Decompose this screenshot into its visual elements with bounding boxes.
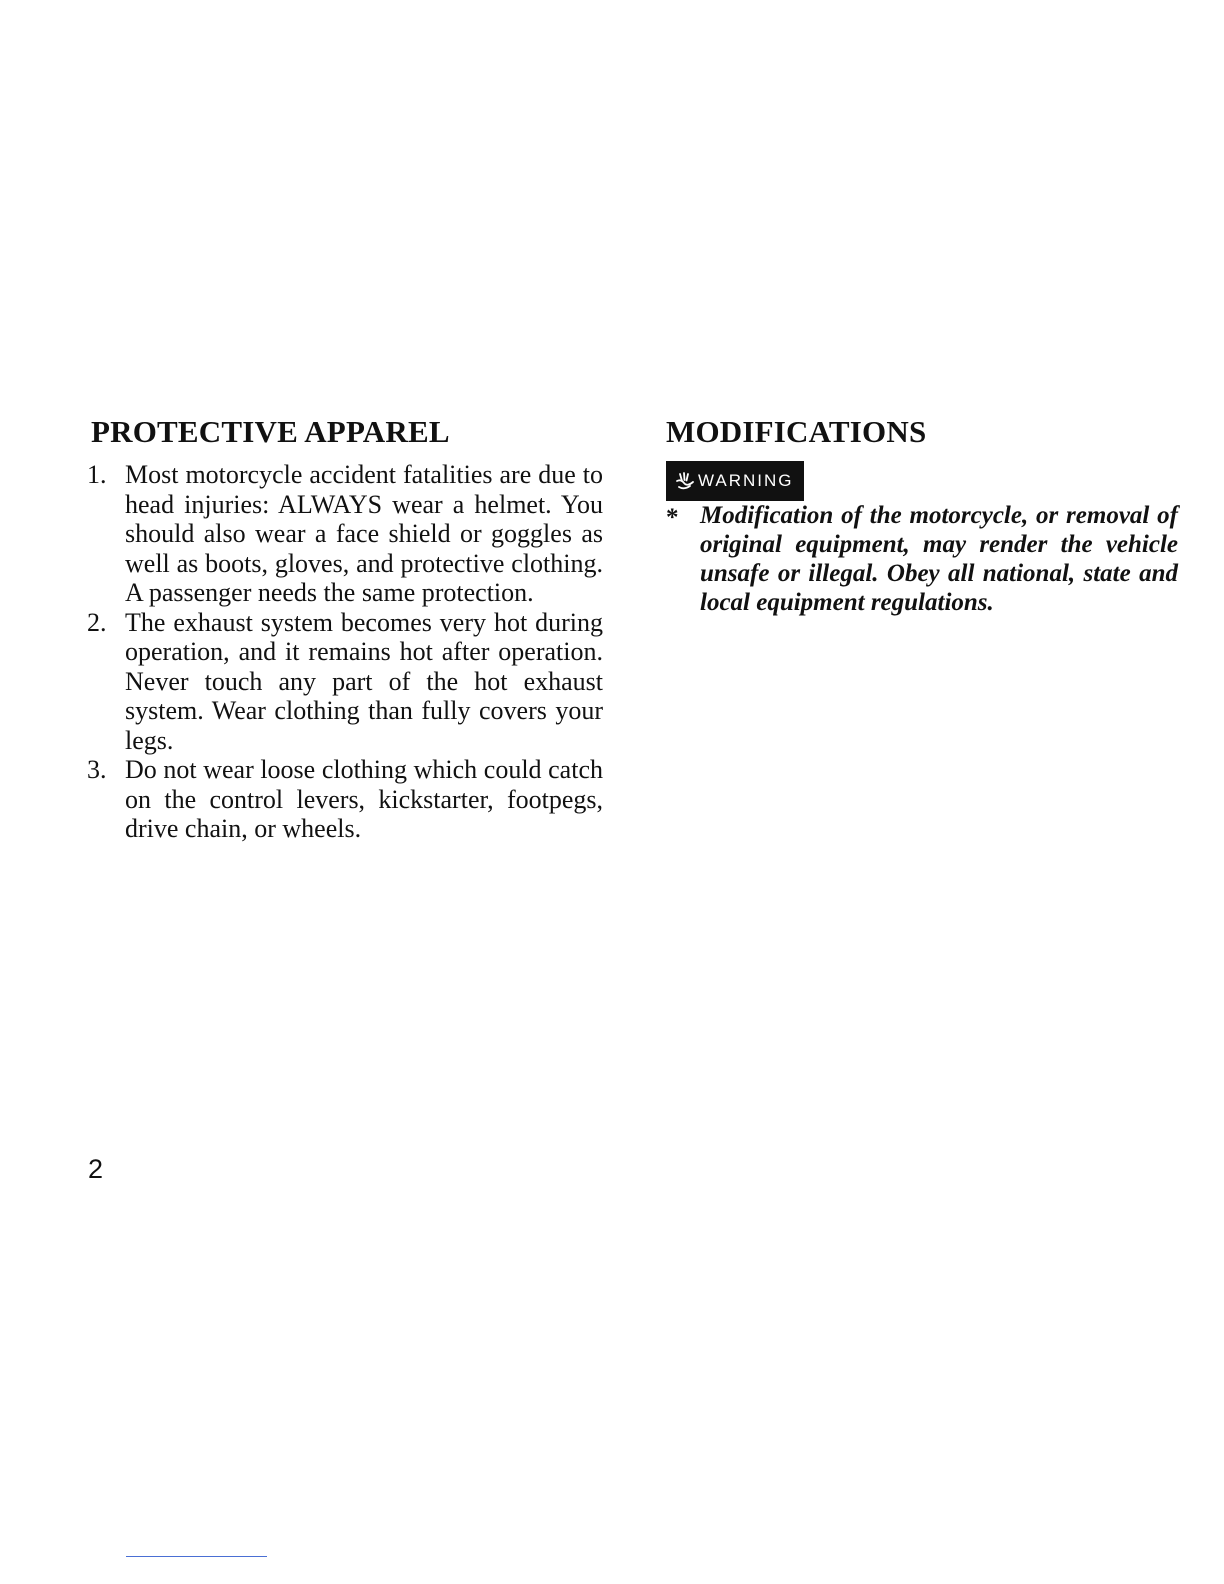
list-item-number: 2. xyxy=(87,607,107,637)
list-item-number: 1. xyxy=(87,460,107,489)
list-item-number: 3. xyxy=(87,755,107,784)
warning-note xyxy=(666,501,1178,617)
protective-apparel-heading: PROTECTIVE APPAREL xyxy=(91,414,450,449)
list-item xyxy=(87,460,603,608)
protective-apparel-list xyxy=(87,460,603,844)
hand-warning-icon xyxy=(674,470,696,492)
note-marker: * xyxy=(666,504,679,531)
warning-note-text: Modification of the motorcycle, or removal of original equipment, may render the vehicle unsafe or illegal. Obey all national, state and local equipment regulations. xyxy=(700,502,1178,616)
warning-label: WARNING xyxy=(698,471,794,490)
modifications-section xyxy=(666,412,1178,617)
list-item xyxy=(87,607,603,756)
protective-apparel-section xyxy=(87,412,603,844)
list-item-text: The exhaust system becomes very hot during operation, and it remains hot after operation. Never touch any part of the hot exhaust system. Wear clothing than fully covers your legs. xyxy=(125,607,603,755)
modifications-heading: MODIFICATIONS xyxy=(666,414,927,449)
list-item-text: Most motorcycle accident fatalities are due to head injuries: ALWAYS wear a helmet. You should also wear a face shield or goggles as well as boots, gloves, and protective clothing. A passenger needs the same protection. xyxy=(125,460,603,607)
page-number: 2 xyxy=(88,1154,104,1184)
list-item xyxy=(87,755,603,844)
warning-badge xyxy=(666,461,804,501)
footer-rule xyxy=(126,1556,267,1557)
list-item-text: Do not wear loose clothing which could catch on the control levers, kickstarter, footpegs, drive chain, or wheels. xyxy=(125,755,603,843)
